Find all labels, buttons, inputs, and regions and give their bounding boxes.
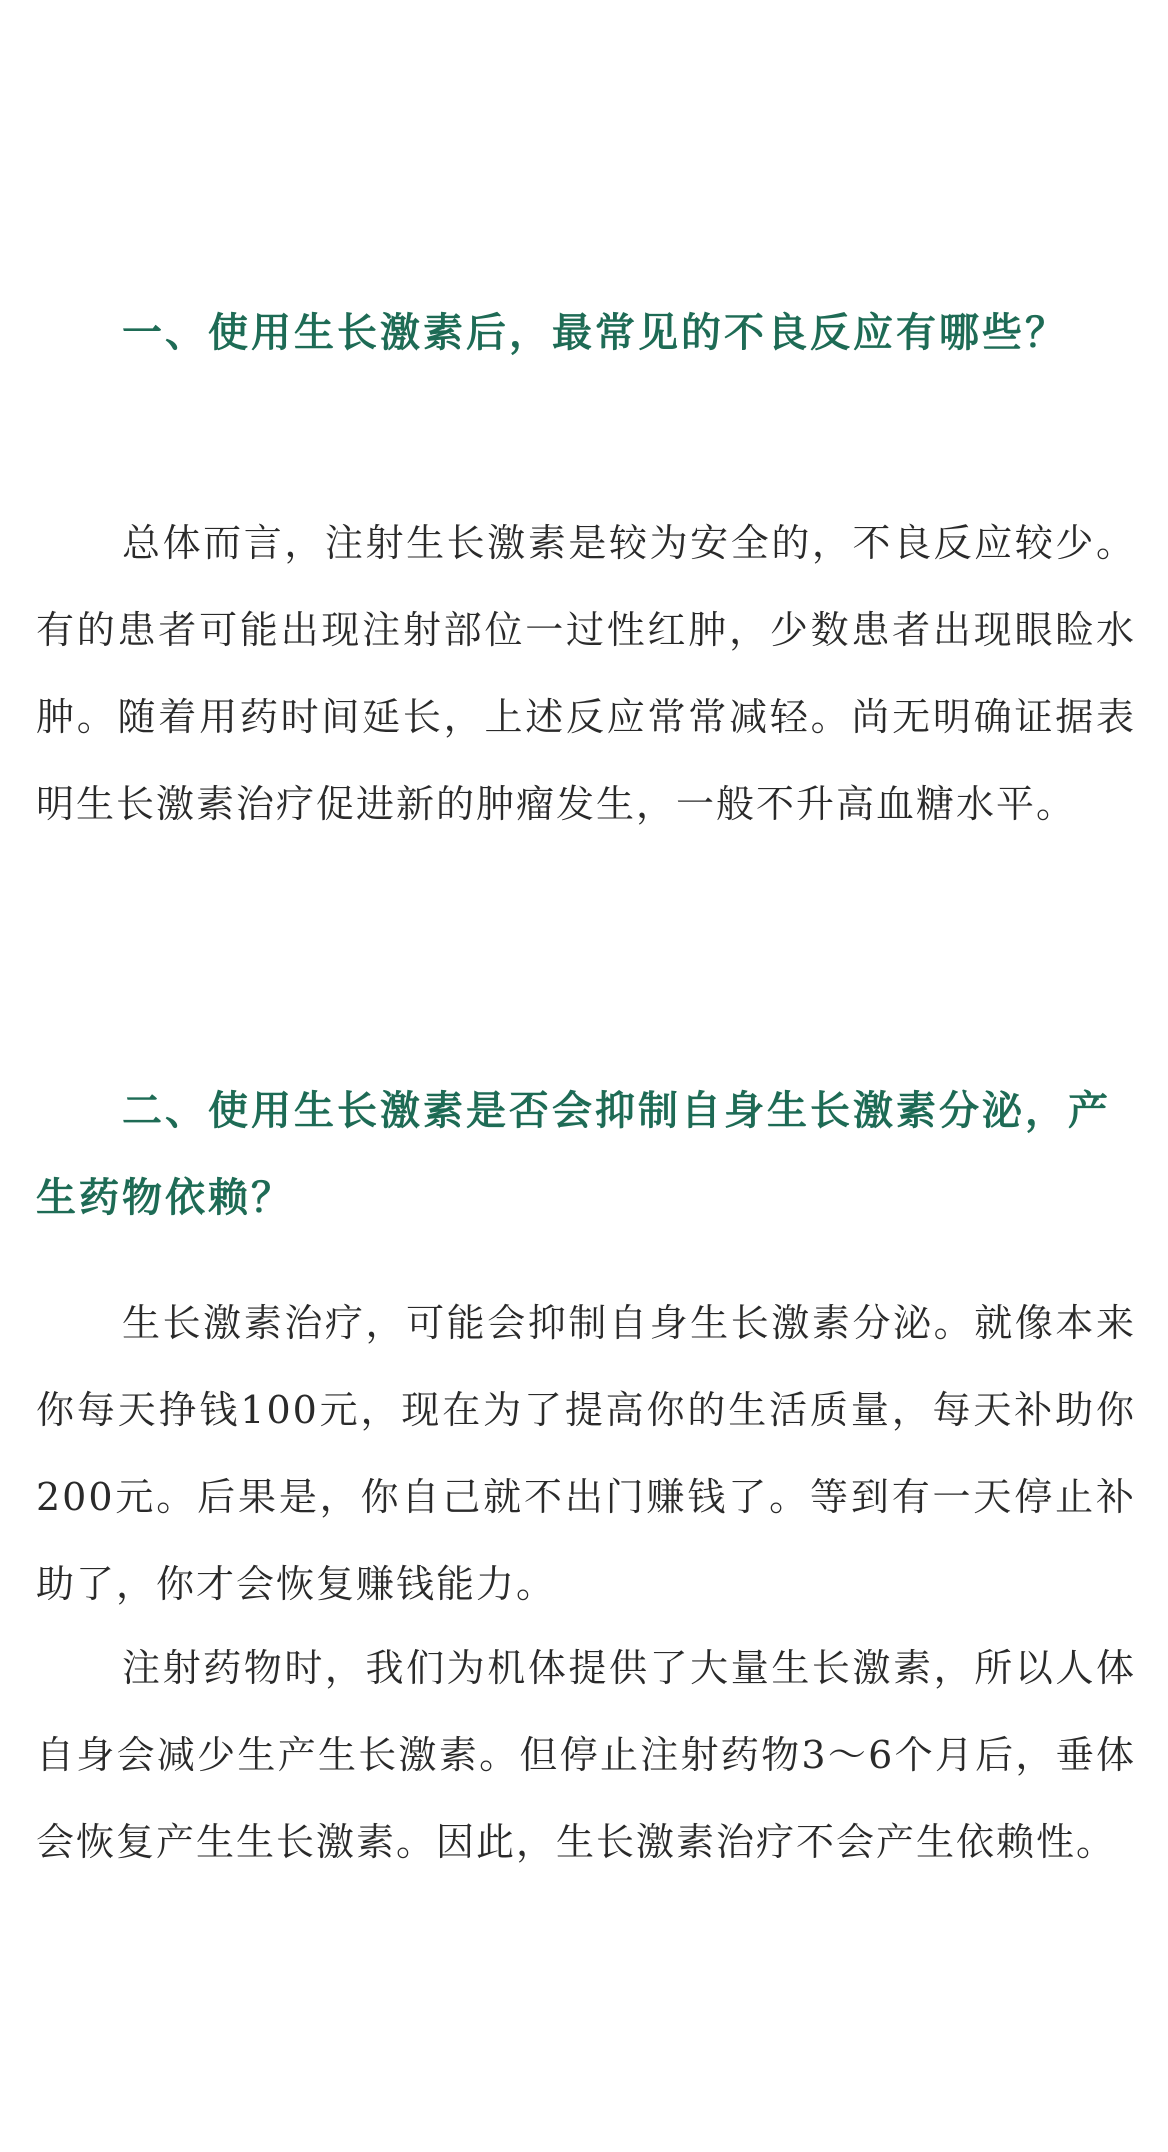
- section-2-heading: 二、使用生长激素是否会抑制自身生长激素分泌，产生药物依赖？: [36, 1088, 1111, 1221]
- section-2-paragraph-2: 注射药物时，我们为机体提供了大量生长激素，所以人体自身会减少生产生长激素。但停止注射药物3～6个月后，垂体会恢复产生生长激素。因此，生长激素治疗不会产生依赖性。: [36, 1646, 1136, 1864]
- section-1-paragraph-1: 总体而言，注射生长激素是较为安全的，不良反应较少。有的患者可能出现注射部位一过性红肿，少数患者出现眼睑水肿。随着用药时间延长，上述反应常常减轻。尚无明确证据表明生长激素治疗促进新的肿瘤发生，一般不升高血糖水平。: [36, 521, 1136, 826]
- section-2-paragraph-1: 生长激素治疗，可能会抑制自身生长激素分泌。就像本来你每天挣钱100元，现在为了提高你的生活质量，每天补助你200元。后果是，你自己就不出门赚钱了。等到有一天停止补助了，你才会恢复赚钱能力。: [36, 1301, 1136, 1606]
- section-1-heading: 一、使用生长激素后，最常见的不良反应有哪些？: [122, 310, 1068, 356]
